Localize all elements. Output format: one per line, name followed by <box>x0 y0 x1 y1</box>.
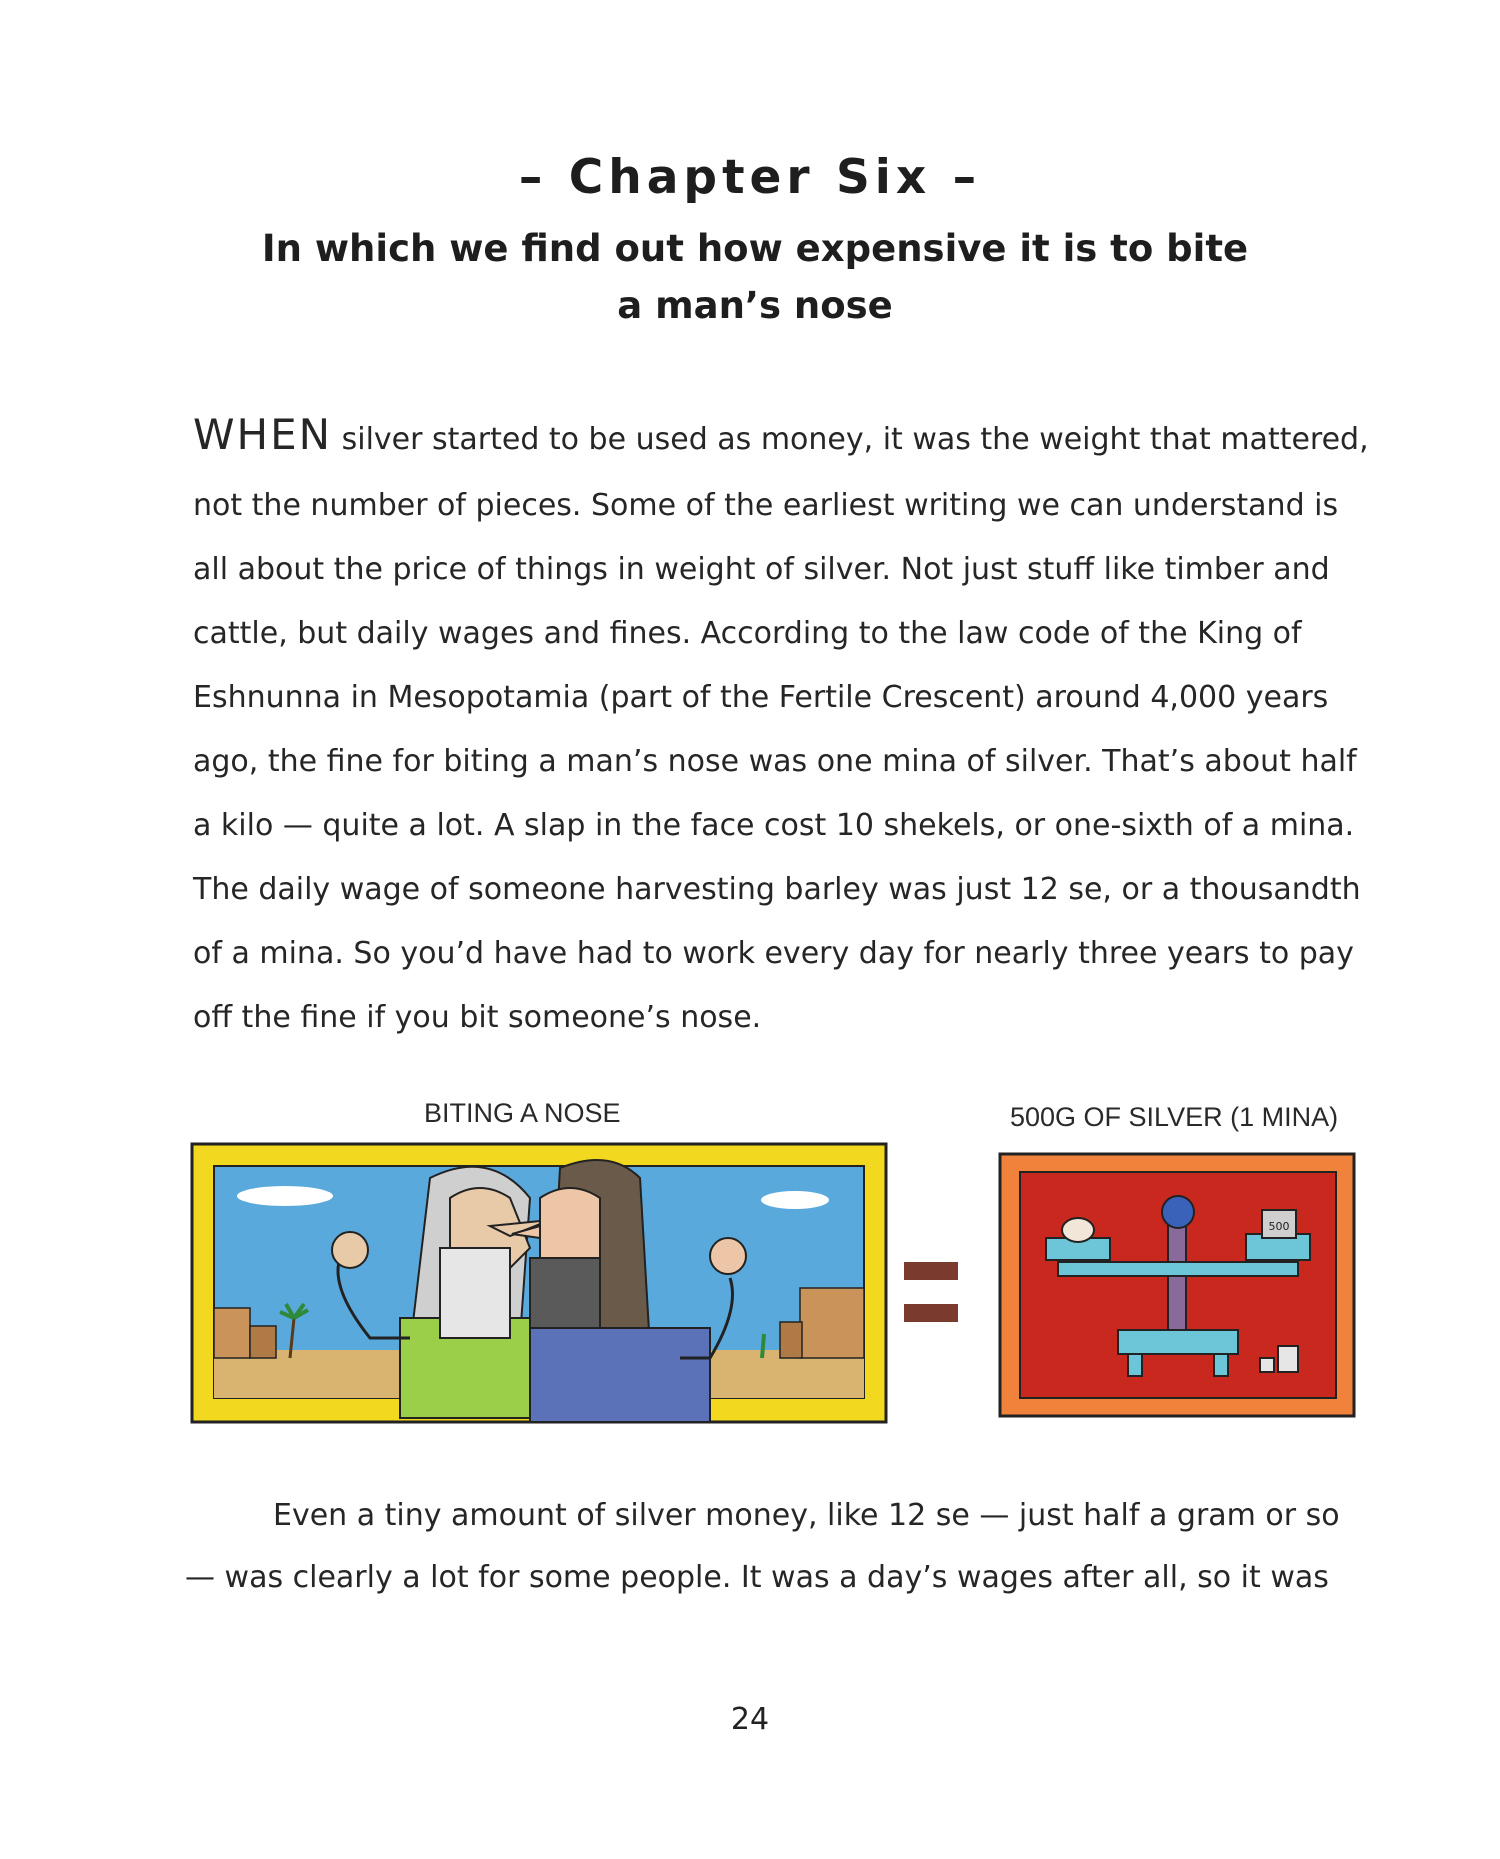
chapter-title: – Chapter Six – <box>518 150 982 205</box>
paragraph-1-line: off the fine if you bit someone’s nose. <box>193 1000 762 1035</box>
cloud <box>237 1186 333 1206</box>
building <box>250 1326 276 1358</box>
weight-label: 500 <box>1268 1220 1290 1233</box>
scale-top <box>1162 1196 1194 1228</box>
nose-on-scale <box>1062 1218 1094 1242</box>
left-man-fist <box>332 1232 368 1268</box>
scale-leg <box>1128 1354 1142 1376</box>
scale-leg <box>1214 1354 1228 1376</box>
right-man-fist <box>710 1238 746 1274</box>
left-man-beard <box>440 1248 510 1338</box>
scale-beam <box>1058 1262 1298 1276</box>
paragraph-1-line: WHEN silver started to be used as money, it was the weight that mattered, <box>193 410 1369 459</box>
left-illustration-caption: BITING A NOSE <box>424 1098 621 1128</box>
biting-nose-illustration <box>190 1138 890 1428</box>
right-man-beard <box>530 1258 600 1338</box>
silver-scale-illustration <box>998 1150 1358 1420</box>
small-weight <box>1278 1346 1298 1372</box>
small-weight <box>1260 1358 1274 1372</box>
paragraph-2-line: Even a tiny amount of silver money, like 12 se — just half a gram or so <box>273 1498 1340 1533</box>
building <box>800 1288 864 1358</box>
chapter-subtitle-line-2: a man’s nose <box>617 284 893 327</box>
paragraph-2-line: — was clearly a lot for some people. It was a day’s wages after all, so it was <box>185 1560 1329 1595</box>
paragraph-1-line: ago, the fine for biting a man’s nose was one mina of silver. That’s about half <box>193 744 1357 779</box>
scale-base <box>1118 1330 1238 1354</box>
right-man-face <box>540 1188 600 1268</box>
right-man-robe <box>530 1328 710 1422</box>
paragraph-1-line: all about the price of things in weight of silver. Not just stuff like timber and <box>193 552 1330 587</box>
building <box>780 1322 802 1358</box>
paragraph-2 <box>185 1498 1375 1618</box>
equals-sign <box>904 1304 958 1322</box>
paragraph-1-line: The daily wage of someone harvesting barley was just 12 se, or a thousandth <box>193 872 1361 907</box>
cactus <box>762 1334 764 1358</box>
paragraph-1-line: of a mina. So you’d have had to work every day for nearly three years to pay <box>193 936 1354 971</box>
paragraph-1-line: Eshnunna in Mesopotamia (part of the Fertile Crescent) around 4,000 years <box>193 680 1329 715</box>
chapter-subtitle <box>260 220 1250 334</box>
page-number: 24 <box>730 1702 770 1737</box>
building <box>214 1308 250 1358</box>
paragraph-1-line: cattle, but daily wages and fines. According to the law code of the King of <box>193 616 1302 651</box>
drop-cap: WHEN <box>193 410 333 459</box>
chapter-subtitle-line-1: In which we find out how expensive it is to bite <box>261 227 1249 270</box>
right-illustration-caption: 500G OF SILVER (1 MINA) <box>1010 1102 1339 1132</box>
cloud <box>761 1191 829 1209</box>
paragraph-1-line: not the number of pieces. Some of the earliest writing we can understand is <box>193 488 1339 523</box>
equals-sign <box>904 1262 958 1280</box>
paragraph-1-line: a kilo — quite a lot. A slap in the face cost 10 shekels, or one-sixth of a mina. <box>193 808 1355 843</box>
paragraph-1 <box>193 410 1373 1050</box>
